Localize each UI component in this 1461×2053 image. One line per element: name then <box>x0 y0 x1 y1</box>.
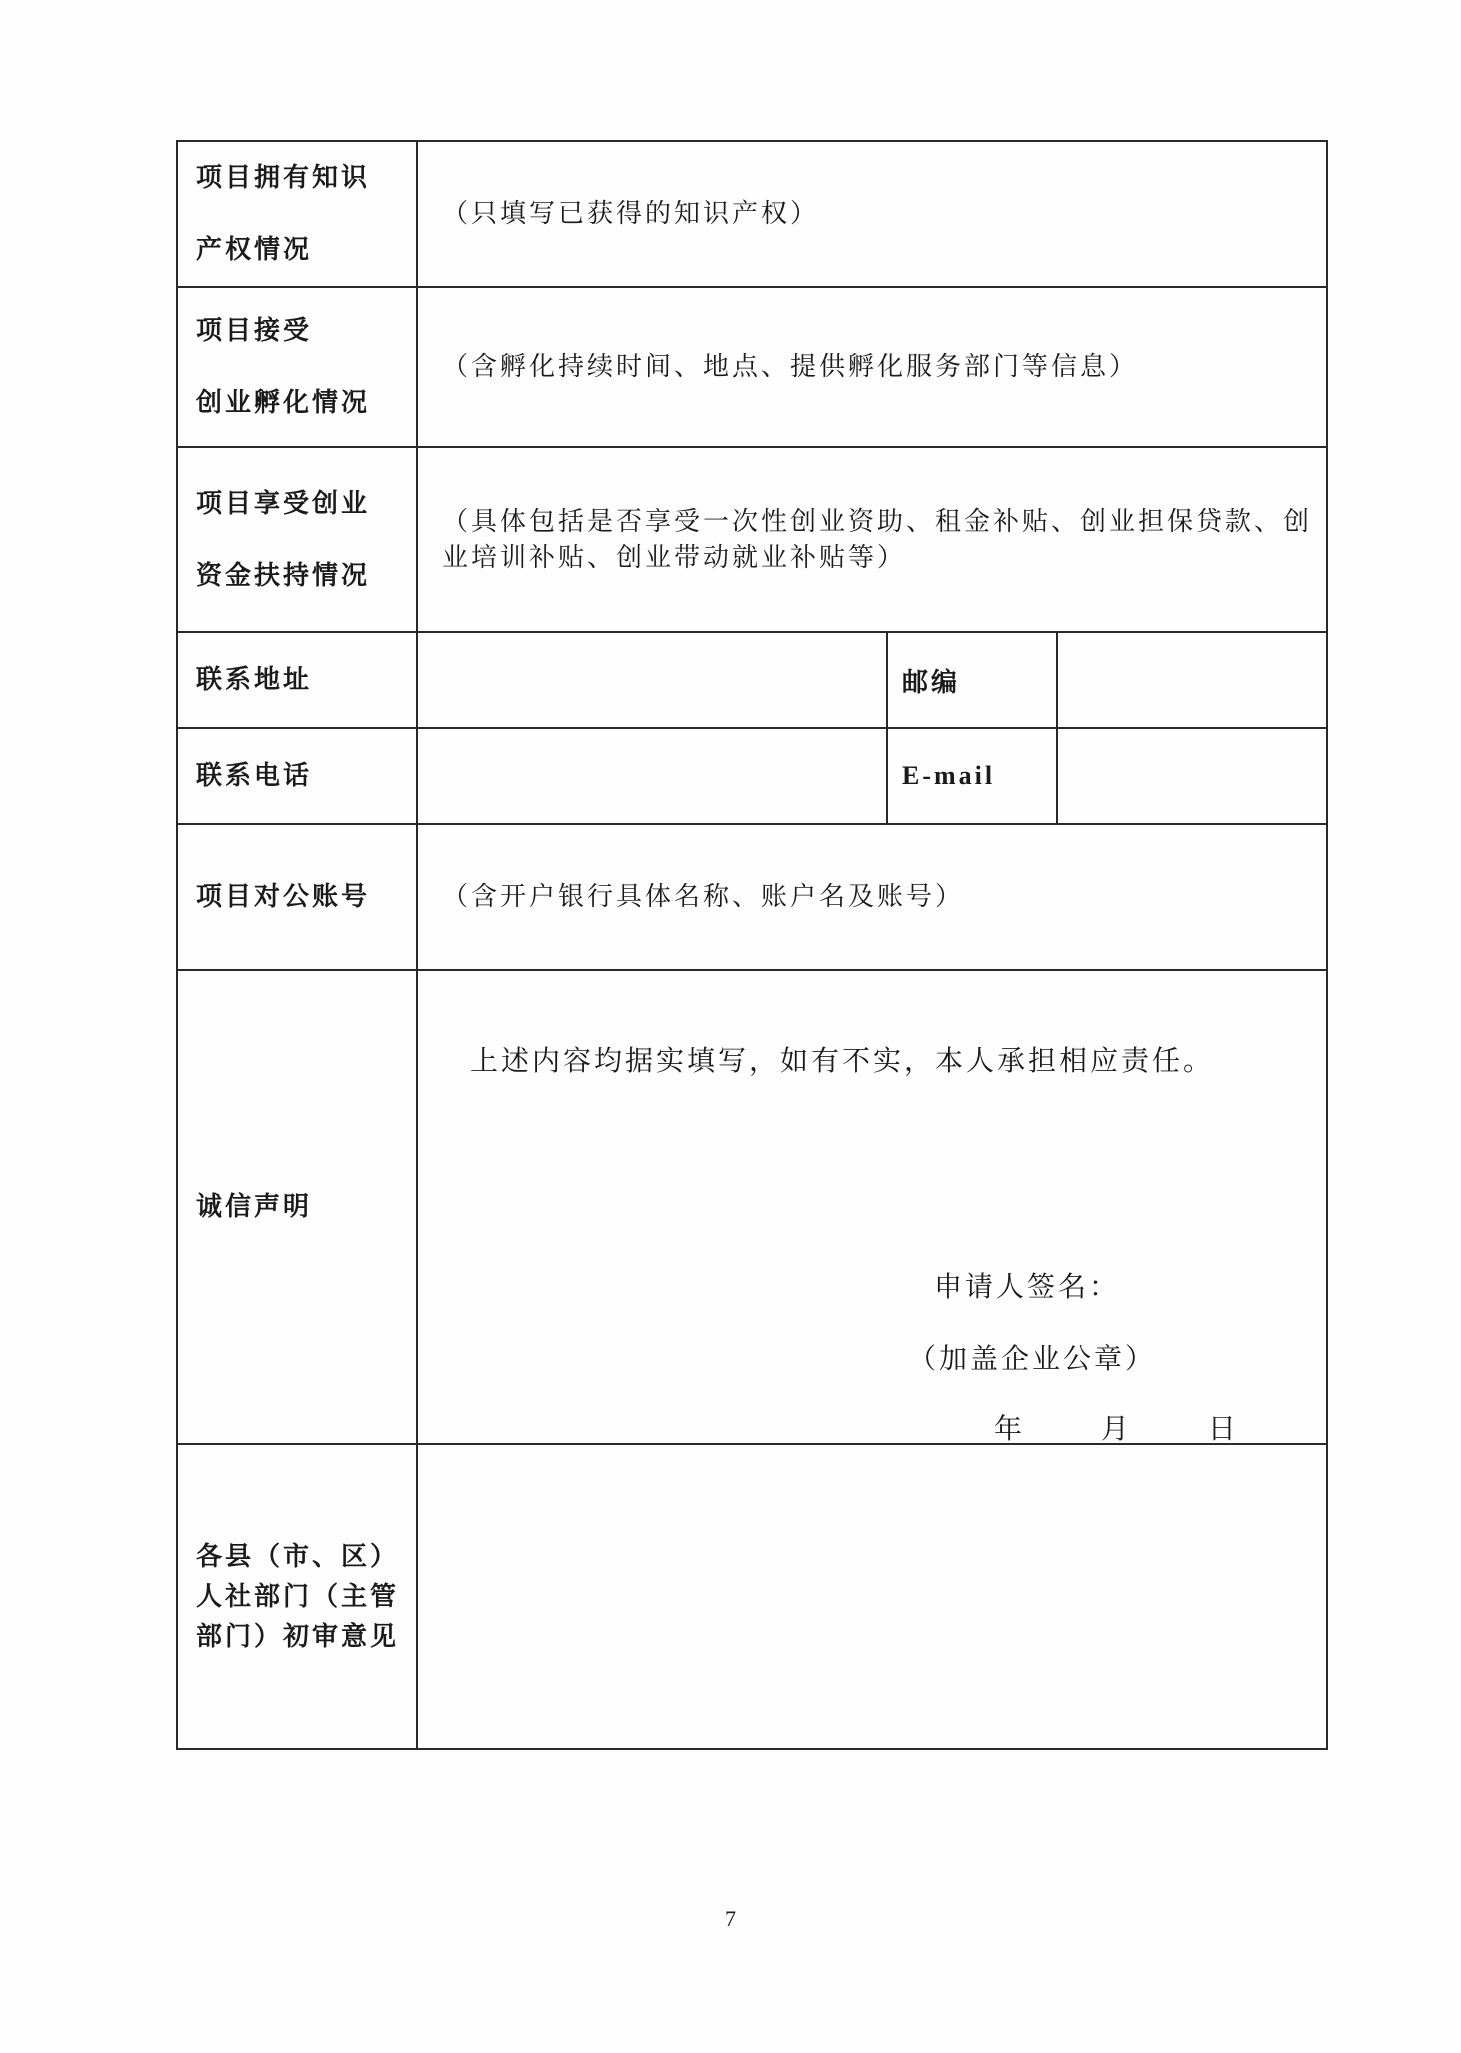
row-declaration <box>177 970 1327 1444</box>
account-field[interactable] <box>417 824 1327 970</box>
row-incubation <box>177 287 1327 447</box>
funding-field[interactable] <box>417 447 1327 632</box>
row-intellectual-property <box>177 141 1327 287</box>
email-input[interactable] <box>1057 728 1327 824</box>
row-review <box>177 1444 1327 1749</box>
phone-label: 联系电话 <box>177 728 417 824</box>
incubation-label: 项目接受 创业孵化情况 <box>177 287 417 447</box>
row-address <box>177 632 1327 728</box>
ip-hint: （只填写已获得的知识产权） <box>442 199 820 229</box>
row-funding <box>177 447 1327 632</box>
date-day-label: 日 <box>1207 1412 1239 1445</box>
signature-label: 申请人签名： <box>934 1270 1121 1303</box>
review-input[interactable] <box>417 1444 1327 1749</box>
application-form-table <box>176 140 1328 1750</box>
seal-note: （加盖企业公章） <box>908 1342 1157 1375</box>
address-label: 联系地址 <box>177 632 417 728</box>
review-label: 各县（市、区） 人社部门（主管 部门）初审意见 <box>177 1444 417 1749</box>
date-line <box>994 1407 1303 1447</box>
phone-input[interactable] <box>417 728 887 824</box>
date-month-label: 月 <box>1100 1412 1132 1445</box>
declaration-field <box>417 970 1327 1444</box>
postcode-input[interactable] <box>1057 632 1327 728</box>
incubation-field[interactable] <box>417 287 1327 447</box>
ip-label: 项目拥有知识 产权情况 <box>177 141 417 287</box>
address-input[interactable] <box>417 632 887 728</box>
row-phone <box>177 728 1327 824</box>
funding-label: 项目享受创业 资金扶持情况 <box>177 447 417 632</box>
ip-field[interactable] <box>417 141 1327 287</box>
account-label: 项目对公账号 <box>177 824 417 970</box>
declaration-text: 上述内容均据实填写，如有不实，本人承担相应责任。 <box>470 1044 1215 1077</box>
email-label: E-mail <box>887 728 1057 824</box>
date-year-label: 年 <box>994 1412 1026 1445</box>
postcode-label: 邮编 <box>887 632 1057 728</box>
account-hint: （含开户银行具体名称、账户名及账号） <box>442 882 965 912</box>
declaration-label: 诚信声明 <box>177 970 417 1444</box>
page-number: 7 <box>725 1906 736 1931</box>
incubation-hint: （含孵化持续时间、地点、提供孵化服务部门等信息） <box>442 352 1139 382</box>
row-account <box>177 824 1327 970</box>
funding-hint: （具体包括是否享受一次性创业资助、租金补贴、创业担保贷款、创业培训补贴、创业带动就业补贴等） <box>442 506 1313 573</box>
